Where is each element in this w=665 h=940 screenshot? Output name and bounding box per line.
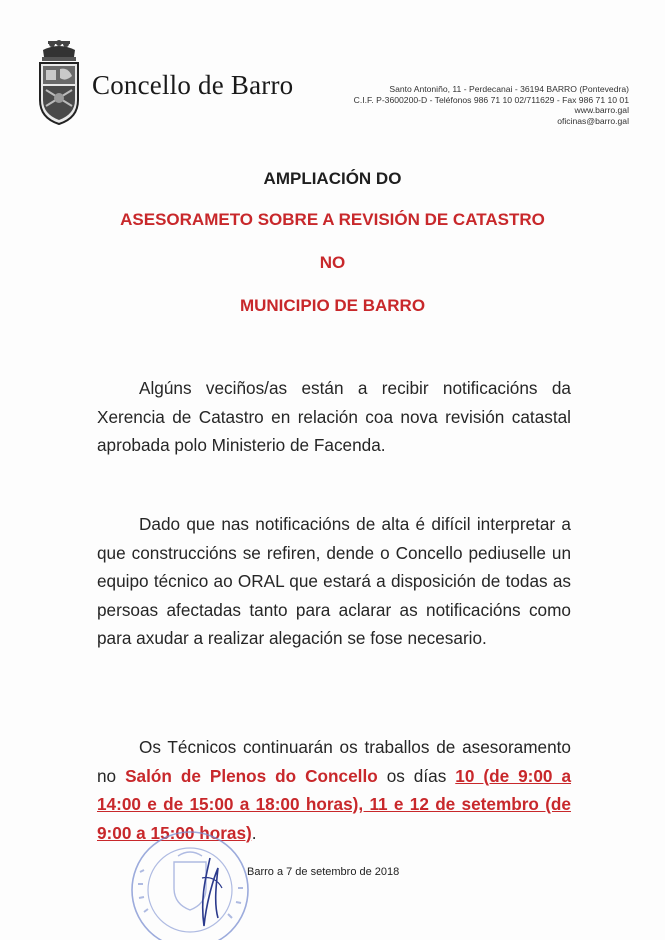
schedule-end: . — [251, 822, 257, 843]
title-line-4: MUNICIPIO DE BARRO — [239, 296, 426, 315]
contact-block — [354, 84, 629, 126]
dates-highlight: 10 (de 9:00 a 14:00 e de 15:00 a 18:00 horas), 11 e 12 de setembro (de 9:00 a 15:00 horas) — [97, 765, 572, 843]
organization-name: Concello de Barro — [92, 70, 294, 100]
venue-highlight: Salón de Plenos do Concello — [125, 765, 378, 786]
website-link[interactable]: www.barro.gal — [574, 105, 629, 116]
date-place-line: Barro a 7 de setembro de 2018 — [247, 866, 400, 878]
email-link[interactable]: oficinas@barro.gal — [557, 115, 629, 126]
official-stamp-icon — [118, 818, 258, 940]
paragraph-notifications: Algúns veciños/as están a recibir notificacións da Xerencia de Catastro en relación coa nova revisión catastal aprobada polo Ministerio de Facenda. — [97, 378, 571, 455]
address-line: Santo Antoniño, 11 - Perdecanai - 36194 BARRO (Pontevedra) — [389, 84, 629, 94]
coat-of-arms-icon — [34, 40, 84, 126]
schedule-intro: Os Técnicos continuarán os traballos de asesoramento no — [97, 737, 571, 786]
title-line-3: NO — [319, 253, 346, 272]
paragraph-technical-team: Dado que nas notificacións de alta é difícil interpretar a que construccións se refiren, dende o Concello pediuselle un equipo técnico ao ORAL que estará a disposición de todas as persoas afectadas tanto para aclarar as notificacións como para axudar a realizar alegación se fose necesario. — [97, 514, 571, 648]
title-line-2: ASESORAMETO SOBRE A REVISIÓN DE CATASTRO — [120, 210, 545, 229]
schedule-connector: os días — [377, 765, 456, 786]
title-line-1: AMPLIACIÓN DO — [263, 169, 402, 188]
phone-fax-line: C.I.F. P-3600200-D - Teléfonos 986 71 10 02/711629 - Fax 986 71 10 01 — [353, 94, 629, 105]
